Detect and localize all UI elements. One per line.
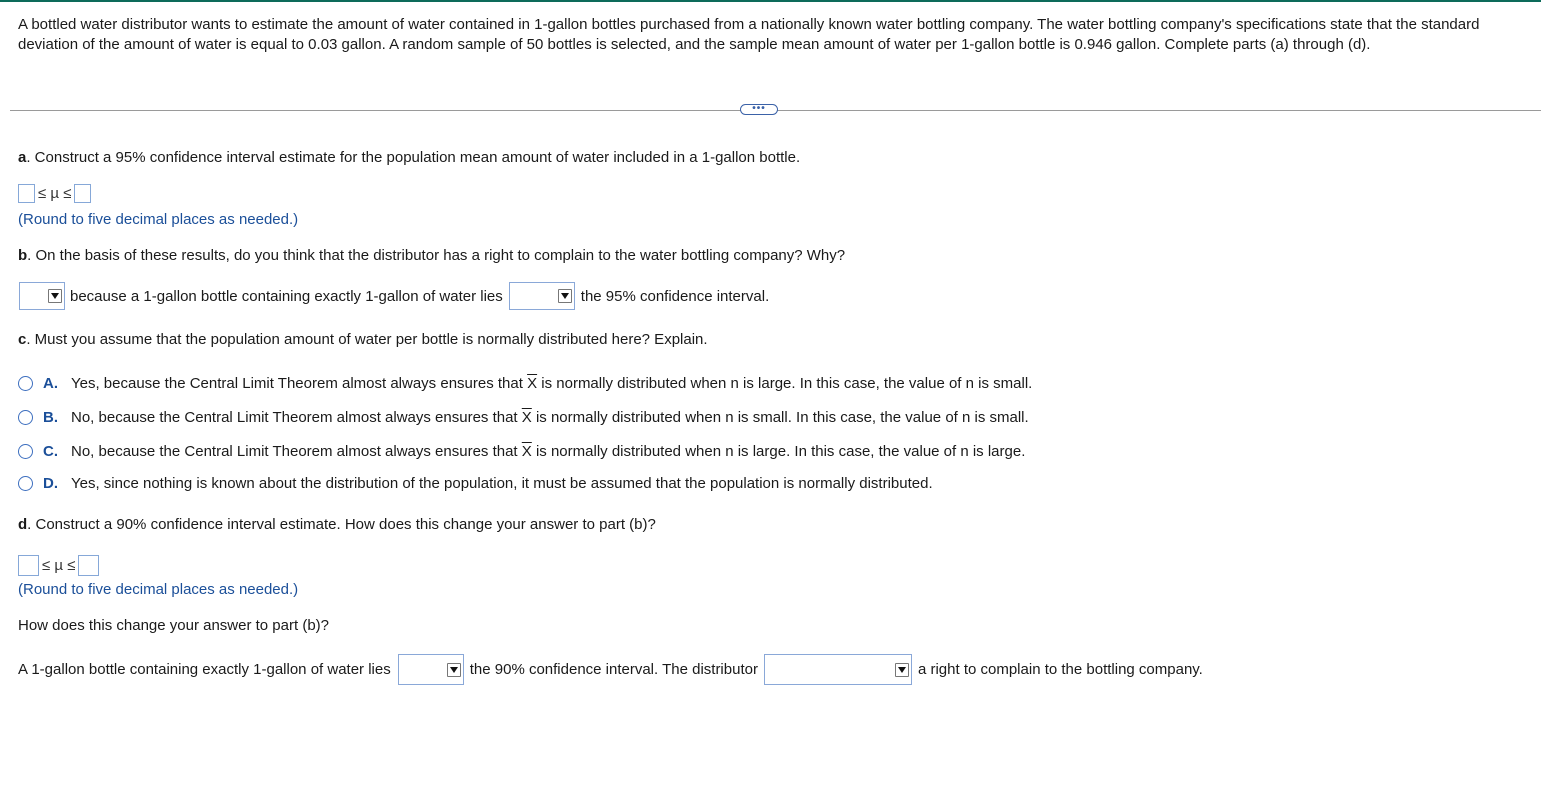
chevron-down-icon: [48, 289, 62, 303]
option-d-letter: D.: [43, 475, 58, 492]
part-d-position-dropdown[interactable]: [398, 654, 464, 685]
part-d-question-text: . Construct a 90% confidence interval estimate. How does this change your answer to part (b)?: [27, 516, 656, 533]
part-d-text3: a right to complain to the bottling company.: [917, 661, 1203, 678]
part-b-question: [18, 247, 845, 264]
part-d-interval: [18, 555, 99, 576]
option-d-radio[interactable]: [18, 476, 33, 491]
part-d-lower-bound-input[interactable]: [18, 555, 39, 576]
part-a-upper-bound-input[interactable]: [74, 184, 91, 203]
option-c-letter: C.: [43, 443, 58, 460]
part-b-answer-row: [19, 282, 775, 310]
part-c-question: [18, 331, 708, 348]
option-a-radio[interactable]: [18, 376, 33, 391]
part-d-text1: A 1-gallon bottle containing exactly 1-gallon of water lies: [18, 661, 391, 678]
part-d-upper-bound-input[interactable]: [78, 555, 99, 576]
chevron-down-icon: [558, 289, 572, 303]
part-d-letter: d: [18, 516, 28, 533]
chevron-down-icon: [447, 663, 461, 677]
part-c-letter: c: [18, 331, 27, 348]
part-b-letter: b: [18, 247, 28, 264]
part-b-text2: the 95% confidence interval.: [580, 287, 770, 305]
option-c-text: No, because the Central Limit Theorem almost always ensures that $\overline{X}$ is normally distributed when n is large. In this case, the value of n is large.: [71, 443, 1026, 460]
option-a-text: Yes, because the Central Limit Theorem almost always ensures that $\overline{X}$ is normally distributed when n is large. In this case, the value of n is small.: [71, 375, 1033, 392]
part-a-letter: a: [18, 149, 27, 166]
chevron-down-icon: [895, 663, 909, 677]
option-b-letter: B.: [43, 409, 58, 426]
part-d-inequality: ≤ µ ≤: [42, 557, 76, 574]
part-a-inequality: ≤ µ ≤: [38, 185, 72, 202]
part-b-question-text: . On the basis of these results, do you think that the distributor has a right to complain to the water bottling company? Why?: [27, 247, 846, 264]
option-b-radio[interactable]: [18, 410, 33, 425]
part-b-complain-dropdown[interactable]: [19, 282, 65, 310]
part-a-question-text: . Construct a 95% confidence interval estimate for the population mean amount of water included in a 1-gallon bottle.: [26, 149, 801, 166]
option-d-text: Yes, since nothing is known about the distribution of the population, it must be assumed that the population is normally distributed.: [71, 475, 933, 492]
option-b[interactable]: [18, 409, 1029, 426]
part-c-question-text: . Must you assume that the population amount of water per bottle is normally distributed here? Explain.: [26, 331, 708, 348]
part-a-lower-bound-input[interactable]: [18, 184, 35, 203]
part-d-right-dropdown[interactable]: [764, 654, 912, 685]
part-d-followup: How does this change your answer to part (b)?: [18, 617, 329, 634]
top-accent-line: [0, 0, 1541, 2]
part-a-question: [18, 149, 800, 166]
option-a-letter: A.: [43, 375, 58, 392]
part-d-text2: the 90% confidence interval. The distributor: [469, 661, 758, 678]
part-d-question: [18, 516, 656, 533]
part-a-hint: (Round to five decimal places as needed.): [18, 211, 299, 228]
part-b-position-dropdown[interactable]: [509, 282, 575, 310]
option-b-text: No, because the Central Limit Theorem almost always ensures that $\overline{X}$ is normally distributed when n is small. In this case, the value of n is small.: [71, 409, 1029, 426]
problem-statement: A bottled water distributor wants to estimate the amount of water contained in 1-gallon bottles purchased from a nationally known water bottling company. The water bottling company's specifications state that the standard deviation of the amount of water is equal to 0.03 gallon. A random sample of 50 bottles is selected, and the sample mean amount of water per 1-gallon bottle is 0.946 gallon. Complete parts (a) through (d).: [18, 16, 1480, 53]
part-d-hint: (Round to five decimal places as needed.): [18, 581, 299, 598]
option-c[interactable]: [18, 443, 1025, 460]
part-d-answer-row: [18, 654, 1209, 685]
option-d[interactable]: [18, 475, 933, 492]
part-b-text1: because a 1-gallon bottle containing exactly 1-gallon of water lies: [70, 287, 503, 305]
part-a-interval: [18, 184, 91, 203]
option-c-radio[interactable]: [18, 444, 33, 459]
more-options-button[interactable]: •••: [740, 104, 778, 115]
option-a[interactable]: [18, 375, 1032, 392]
